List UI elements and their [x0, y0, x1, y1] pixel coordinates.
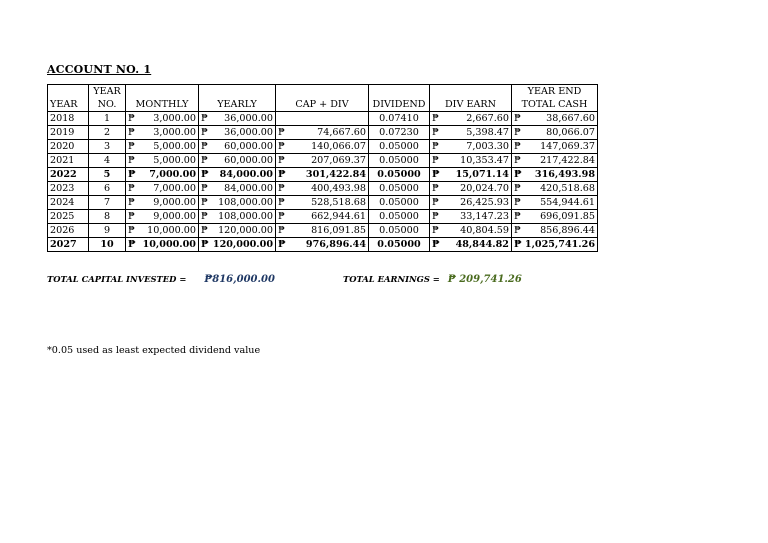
table-header-row-bottom	[48, 98, 598, 112]
cell-div-earn-value: 48,844.82	[455, 238, 509, 250]
cell-total-cash	[512, 126, 598, 140]
cell-dividend: 0.05000	[369, 182, 430, 196]
cell-yearly	[199, 154, 276, 168]
cell-cap-div-value: 528,518.68	[311, 196, 366, 208]
cell-div-earn	[430, 196, 512, 210]
currency-symbol: ₱	[432, 238, 440, 250]
currency-symbol: ₱	[201, 210, 208, 222]
cell-total-cash-value: 420,518.68	[540, 182, 595, 194]
cell-cap-div	[276, 182, 369, 196]
cell-yearly-value: 108,000.00	[218, 196, 273, 208]
cell-total-cash-value: 696,091.85	[540, 210, 595, 222]
cell-div-earn	[430, 126, 512, 140]
currency-symbol: ₱	[432, 168, 440, 180]
cell-year-no: 7	[89, 196, 126, 210]
footnote: *0.05 used as least expected dividend value	[47, 345, 261, 356]
cell-total-cash	[512, 210, 598, 224]
cell-yearly-value: 84,000.00	[224, 182, 273, 194]
currency-symbol: ₱	[128, 112, 135, 124]
cell-monthly-value: 3,000.00	[153, 126, 196, 138]
cell-cap-div	[276, 224, 369, 238]
cell-yearly-value: 108,000.00	[218, 210, 273, 222]
cell-cap-div	[276, 168, 369, 182]
cell-yearly-value: 60,000.00	[224, 140, 273, 152]
cell-yearly	[199, 210, 276, 224]
cell-monthly-value: 5,000.00	[153, 154, 196, 166]
cell-div-earn	[430, 140, 512, 154]
cell-div-earn-value: 2,667.60	[466, 112, 509, 124]
cell-cap-div	[276, 196, 369, 210]
header-year-spacer	[48, 85, 89, 99]
cell-div-earn	[430, 224, 512, 238]
cell-dividend: 0.05000	[369, 196, 430, 210]
cell-total-cash-value: 316,493.98	[534, 168, 595, 180]
cell-yearly-value: 36,000.00	[224, 112, 273, 124]
currency-symbol: ₱	[432, 154, 439, 166]
cell-monthly	[126, 126, 199, 140]
currency-symbol: ₱	[128, 238, 136, 250]
cell-div-earn-value: 20,024.70	[460, 182, 509, 194]
cell-year: 2023	[48, 182, 89, 196]
currency-symbol: ₱	[201, 182, 208, 194]
cell-year-no: 9	[89, 224, 126, 238]
header-earn-spacer	[430, 85, 512, 99]
table-header-row-top	[48, 85, 598, 99]
currency-symbol: ₱	[278, 196, 285, 208]
header-monthly: MONTHLY	[126, 98, 199, 112]
total-earnings	[343, 274, 522, 285]
currency-symbol: ₱	[278, 210, 285, 222]
cell-cap-div-value: 207,069.37	[311, 154, 366, 166]
currency-symbol: ₱	[514, 224, 521, 236]
cell-year-no: 3	[89, 140, 126, 154]
currency-symbol: ₱	[432, 210, 439, 222]
cell-year: 2026	[48, 224, 89, 238]
cell-total-cash	[512, 238, 598, 252]
cell-monthly	[126, 112, 199, 126]
currency-symbol: ₱	[514, 196, 521, 208]
cell-dividend: 0.05000	[369, 224, 430, 238]
currency-symbol: ₱	[201, 112, 208, 124]
cell-div-earn-value: 10,353.47	[460, 154, 509, 166]
currency-symbol: ₱	[201, 154, 208, 166]
cell-monthly-value: 9,000.00	[153, 210, 196, 222]
cell-monthly-value: 3,000.00	[153, 112, 196, 124]
cell-div-earn	[430, 154, 512, 168]
cell-total-cash	[512, 196, 598, 210]
currency-symbol: ₱	[432, 224, 439, 236]
cell-div-earn-value: 33,147.23	[460, 210, 509, 222]
currency-symbol: ₱	[278, 140, 285, 152]
cell-yearly-value: 84,000.00	[219, 168, 273, 180]
cell-dividend: 0.05000	[369, 168, 430, 182]
currency-symbol: ₱	[128, 196, 135, 208]
table-row	[48, 182, 598, 196]
cell-yearly-value: 120,000.00	[212, 238, 273, 250]
cell-div-earn-value: 5,398.47	[466, 126, 509, 138]
currency-symbol: ₱	[278, 238, 286, 250]
cell-cap-div	[276, 140, 369, 154]
currency-symbol: ₱	[514, 168, 522, 180]
currency-symbol: ₱	[514, 154, 521, 166]
cell-dividend: 0.05000	[369, 210, 430, 224]
cell-cap-div	[276, 154, 369, 168]
table-row	[48, 126, 598, 140]
cell-div-earn-value: 40,804.59	[460, 224, 509, 236]
cell-cap-div-value: 74,667.60	[317, 126, 366, 138]
cell-dividend: 0.05000	[369, 154, 430, 168]
header-no: NO.	[89, 98, 126, 112]
cell-cap-div-value: 140,066.07	[311, 140, 366, 152]
cell-year-no: 10	[89, 238, 126, 252]
cell-monthly	[126, 224, 199, 238]
currency-symbol: ₱	[128, 154, 135, 166]
cell-total-cash-value: 38,667.60	[546, 112, 595, 124]
total-capital-label: TOTAL CAPITAL INVESTED =	[47, 274, 187, 284]
cell-div-earn-value: 7,003.30	[466, 140, 509, 152]
account-title: ACCOUNT NO. 1	[47, 63, 152, 76]
currency-symbol: ₱	[128, 140, 135, 152]
cell-yearly	[199, 182, 276, 196]
cell-total-cash-value: 217,422.84	[540, 154, 595, 166]
cell-year: 2021	[48, 154, 89, 168]
cell-yearly-value: 36,000.00	[224, 126, 273, 138]
cell-year: 2018	[48, 112, 89, 126]
currency-symbol: ₱	[514, 112, 521, 124]
cell-yearly	[199, 196, 276, 210]
cell-dividend: 0.07410	[369, 112, 430, 126]
cell-year-no: 6	[89, 182, 126, 196]
cell-cap-div	[276, 238, 369, 252]
header-cap-spacer	[276, 85, 369, 99]
currency-symbol: ₱	[514, 210, 521, 222]
header-dividend-spacer	[369, 85, 430, 99]
currency-symbol: ₱	[432, 140, 439, 152]
header-dividend: DIVIDEND	[369, 98, 430, 112]
cell-monthly-value: 10,000.00	[142, 238, 196, 250]
cell-total-cash-value: 554,944.61	[540, 196, 595, 208]
cell-cap-div-value: 976,896.44	[305, 238, 366, 250]
cell-cap-div-value: 301,422.84	[305, 168, 366, 180]
cell-yearly	[199, 112, 276, 126]
cell-yearly-value: 120,000.00	[218, 224, 273, 236]
cell-year: 2025	[48, 210, 89, 224]
cell-total-cash	[512, 112, 598, 126]
cell-div-earn	[430, 238, 512, 252]
currency-symbol: ₱	[432, 126, 439, 138]
header-year: YEAR	[48, 98, 89, 112]
currency-symbol: ₱	[128, 126, 135, 138]
cell-year: 2024	[48, 196, 89, 210]
header-no-top: YEAR	[89, 85, 126, 99]
cell-cap-div-value: 662,944.61	[311, 210, 366, 222]
currency-symbol: ₱	[128, 210, 135, 222]
cell-total-cash-value: 147,069.37	[540, 140, 595, 152]
table-body	[48, 112, 598, 252]
cell-div-earn	[430, 112, 512, 126]
currency-symbol: ₱	[128, 182, 135, 194]
cell-cap-div	[276, 126, 369, 140]
cell-total-cash	[512, 182, 598, 196]
cell-cap-div	[276, 210, 369, 224]
cell-monthly	[126, 238, 199, 252]
cell-monthly	[126, 182, 199, 196]
total-capital	[47, 274, 275, 285]
header-monthly-spacer	[126, 85, 199, 99]
currency-symbol: ₱	[201, 140, 208, 152]
cell-monthly-value: 5,000.00	[153, 140, 196, 152]
cell-year-no: 8	[89, 210, 126, 224]
table-row	[48, 224, 598, 238]
cell-total-cash	[512, 140, 598, 154]
cell-total-cash	[512, 224, 598, 238]
cell-yearly-value: 60,000.00	[224, 154, 273, 166]
cell-total-cash	[512, 154, 598, 168]
cell-year: 2027	[48, 238, 89, 252]
cell-div-earn	[430, 210, 512, 224]
cell-div-earn-value: 15,071.14	[455, 168, 509, 180]
currency-symbol: ₱	[432, 196, 439, 208]
cell-div-earn-value: 26,425.93	[460, 196, 509, 208]
total-earnings-label: TOTAL EARNINGS =	[343, 274, 440, 284]
cell-monthly-value: 10,000.00	[147, 224, 196, 236]
table-row	[48, 140, 598, 154]
cell-monthly	[126, 154, 199, 168]
total-capital-value: ₱816,000.00	[204, 274, 275, 285]
cell-monthly-value: 7,000.00	[153, 182, 196, 194]
cell-cap-div-value: 816,091.85	[311, 224, 366, 236]
cell-monthly	[126, 210, 199, 224]
cell-year: 2019	[48, 126, 89, 140]
cell-total-cash	[512, 168, 598, 182]
total-earnings-value: ₱ 209,741.26	[447, 274, 522, 285]
currency-symbol: ₱	[278, 154, 285, 166]
header-div-earn: DIV EARN	[430, 98, 512, 112]
table-row	[48, 210, 598, 224]
cell-year-no: 5	[89, 168, 126, 182]
currency-symbol: ₱	[201, 238, 209, 250]
currency-symbol: ₱	[278, 224, 285, 236]
cell-yearly	[199, 238, 276, 252]
header-yearly: YEARLY	[199, 98, 276, 112]
currency-symbol: ₱	[514, 126, 521, 138]
currency-symbol: ₱	[128, 224, 135, 236]
cell-monthly-value: 7,000.00	[149, 168, 196, 180]
currency-symbol: ₱	[201, 224, 208, 236]
currency-symbol: ₱	[278, 168, 286, 180]
cell-cap-div	[276, 112, 369, 126]
cell-cap-div-value: 400,493.98	[311, 182, 366, 194]
cell-dividend: 0.07230	[369, 126, 430, 140]
cell-total-cash-value: 856,896.44	[540, 224, 595, 236]
cell-total-cash-value: 80,066.07	[546, 126, 595, 138]
currency-symbol: ₱	[278, 182, 285, 194]
currency-symbol: ₱	[432, 112, 439, 124]
header-cap-div: CAP + DIV	[276, 98, 369, 112]
table-row	[48, 112, 598, 126]
currency-symbol: ₱	[128, 168, 136, 180]
cell-yearly	[199, 126, 276, 140]
currency-symbol: ₱	[201, 126, 208, 138]
dividend-table	[47, 84, 598, 252]
cell-yearly	[199, 140, 276, 154]
cell-year: 2020	[48, 140, 89, 154]
cell-total-cash-value: 1,025,741.26	[524, 238, 595, 250]
cell-year-no: 1	[89, 112, 126, 126]
header-total-cash: TOTAL CASH	[512, 98, 598, 112]
header-yearly-spacer	[199, 85, 276, 99]
cell-yearly	[199, 168, 276, 182]
header-total-top: YEAR END	[512, 85, 598, 99]
table-row	[48, 154, 598, 168]
cell-monthly	[126, 196, 199, 210]
currency-symbol: ₱	[514, 238, 522, 250]
cell-dividend: 0.05000	[369, 238, 430, 252]
cell-year-no: 4	[89, 154, 126, 168]
cell-monthly-value: 9,000.00	[153, 196, 196, 208]
table-row	[48, 196, 598, 210]
cell-monthly	[126, 168, 199, 182]
currency-symbol: ₱	[432, 182, 439, 194]
cell-year: 2022	[48, 168, 89, 182]
table-row	[48, 168, 598, 182]
currency-symbol: ₱	[201, 196, 208, 208]
table-row	[48, 238, 598, 252]
cell-dividend: 0.05000	[369, 140, 430, 154]
currency-symbol: ₱	[201, 168, 209, 180]
cell-year-no: 2	[89, 126, 126, 140]
currency-symbol: ₱	[514, 182, 521, 194]
cell-monthly	[126, 140, 199, 154]
cell-div-earn	[430, 168, 512, 182]
currency-symbol: ₱	[514, 140, 521, 152]
cell-yearly	[199, 224, 276, 238]
currency-symbol: ₱	[278, 126, 285, 138]
cell-div-earn	[430, 182, 512, 196]
